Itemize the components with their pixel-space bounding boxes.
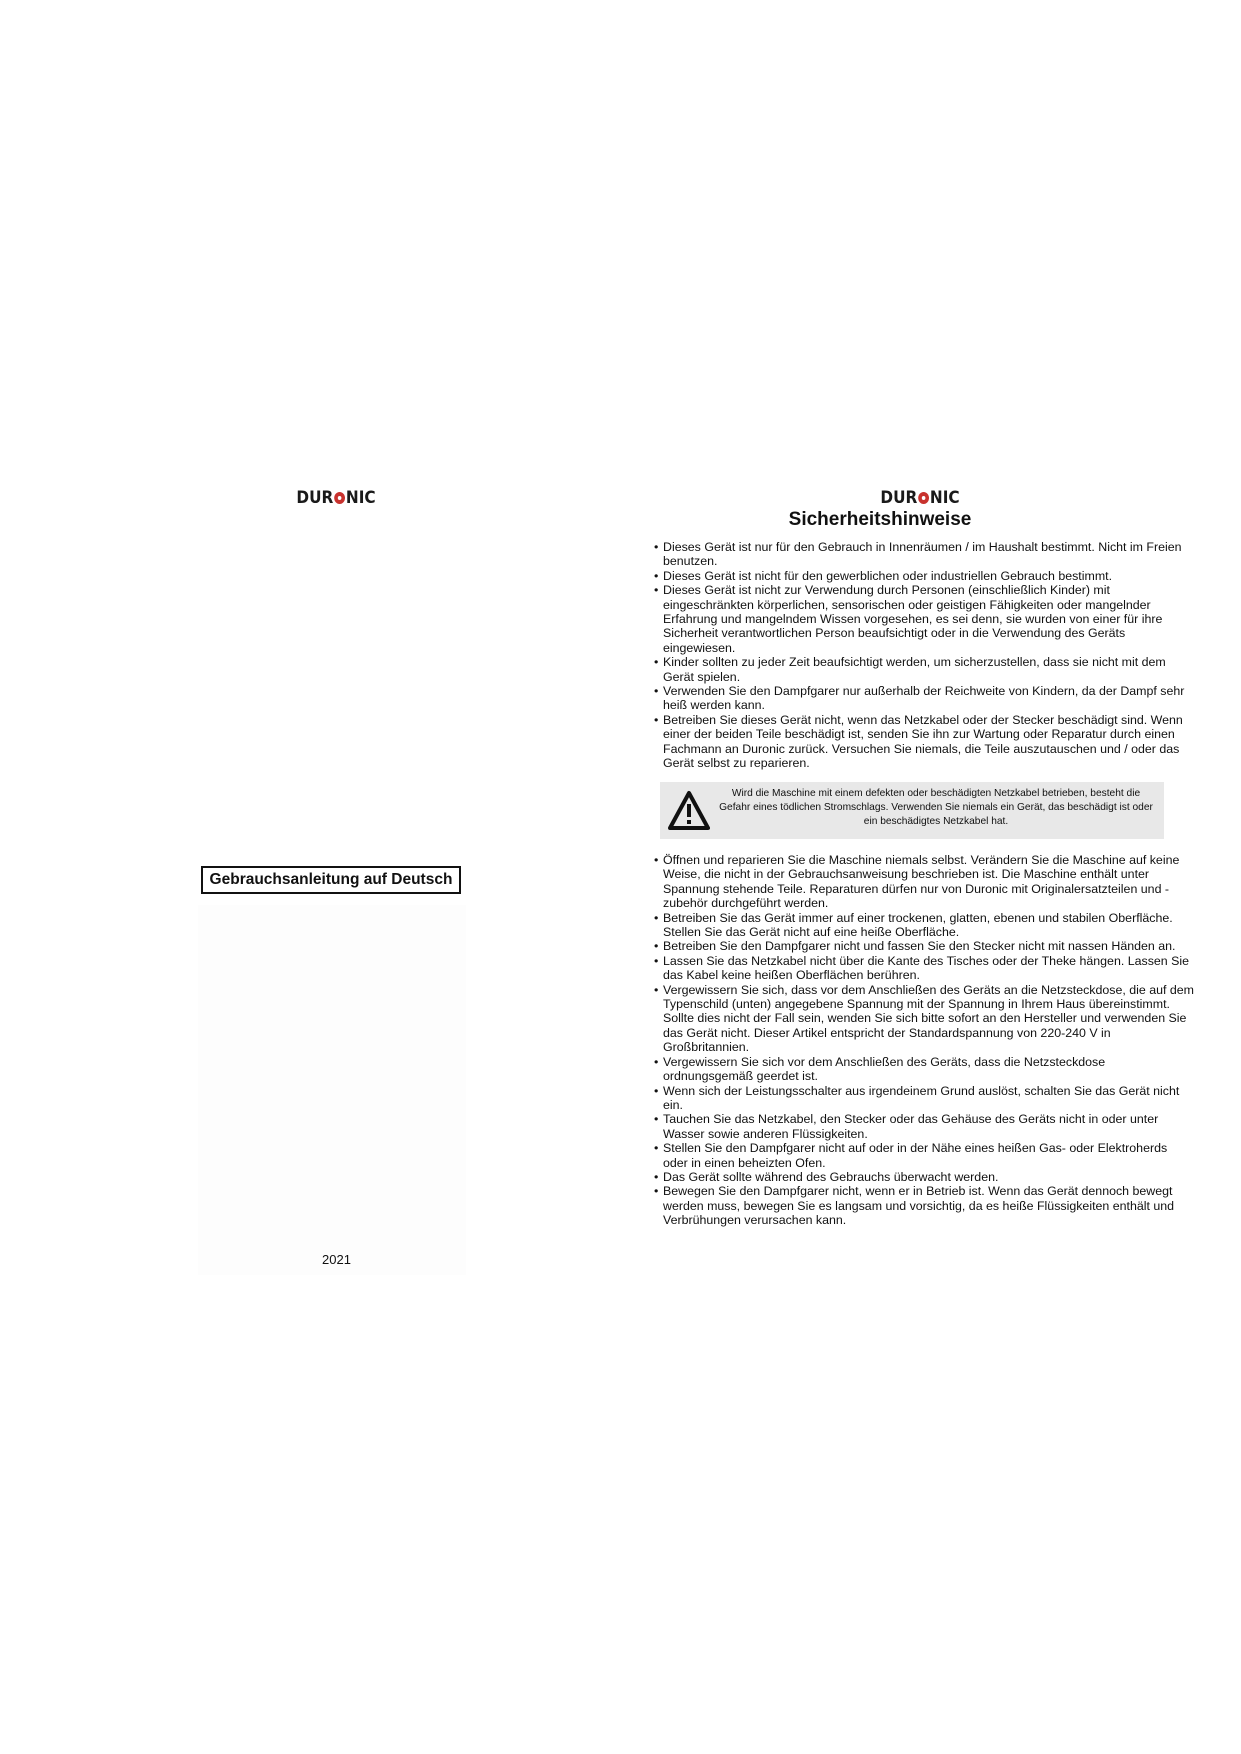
logo-text-part-2: NIC [345, 488, 376, 508]
list-item: • Kinder sollten zu jeder Zeit beaufsichtigt werden, um sicherzustellen, dass sie nicht mit dem Gerät spielen. [654, 655, 1194, 684]
list-item: • Betreiben Sie dieses Gerät nicht, wenn das Netzkabel oder der Stecker beschädigt sind. Wenn einer der beiden Teile beschädigt ist, senden Sie ihn zur Wartung oder Reparatur durch einen Fachmann an Duronic zurück. Versuchen Sie niemals, die Teile auszutauschen und / oder das Gerät selbst zu reparieren. [654, 713, 1194, 771]
cover-year: 2021 [322, 1252, 351, 1267]
logo-text-part-2: NIC [929, 488, 960, 508]
safety-list-2 [654, 853, 1194, 1228]
list-item: • Tauchen Sie das Netzkabel, den Stecker oder das Gehäuse des Geräts nicht in oder unter Wasser sowie anderen Flüssigkeiten. [654, 1112, 1194, 1141]
warning-box [660, 782, 1164, 839]
safety-title: Sicherheitshinweise [788, 509, 972, 530]
warning-triangle-icon [668, 790, 710, 832]
list-item: • Dieses Gerät ist nicht zur Verwendung durch Personen (einschließlich Kinder) mit eingeschränkten körperlichen, sensorischen oder geistigen Fähigkeiten oder mangelnder Erfahrung und mangelndem Wissen vorgesehen, es sei denn, sie wurden von einer für ihre Sicherheit verantwortlichen Person beaufsichtigt oder in die Verwendung des Geräts eingewiesen. [654, 583, 1194, 655]
list-item: • Bewegen Sie den Dampfgarer nicht, wenn er in Betrieb ist. Wenn das Gerät dennoch bewegt werden muss, bewegen Sie es langsam und vorsichtig, da es heiße Flüssigkeiten enthält und Verbrühungen verursachen kann. [654, 1184, 1194, 1227]
list-item: • Öffnen und reparieren Sie die Maschine niemals selbst. Verändern Sie die Maschine auf keine Weise, die nicht in der Gebrauchsanweisung beschrieben ist. Die Maschine enthält unter Spannung stehende Teile. Reparaturen dürfen nur von Duronic mit Originalersatzteilen und -zubehör durchgeführt werden. [654, 853, 1194, 911]
list-item: • Betreiben Sie den Dampfgarer nicht und fassen Sie den Stecker nicht mit nassen Händen an. [654, 939, 1194, 953]
list-item: • Betreiben Sie das Gerät immer auf einer trockenen, glatten, ebenen und stabilen Oberfläche. Stellen Sie das Gerät nicht auf eine heiße Oberfläche. [654, 911, 1194, 940]
list-item: • Das Gerät sollte während des Gebrauchs überwacht werden. [654, 1170, 1194, 1184]
logo-text-part-1: DUR [296, 488, 334, 508]
cover-page [0, 0, 620, 1754]
list-item: • Vergewissern Sie sich vor dem Anschließen des Geräts, dass die Netzsteckdose ordnungsgemäß geerdet ist. [654, 1055, 1194, 1084]
duronic-logo [880, 488, 959, 508]
duronic-logo [296, 488, 375, 508]
list-item: • Verwenden Sie den Dampfgarer nur außerhalb der Reichweite von Kindern, da der Dampf sehr heiß werden kann. [654, 684, 1194, 713]
warning-text: Wird die Maschine mit einem defekten oder beschädigten Netzkabel betrieben, besteht die Gefahr eines tödlichen Stromschlags. Verwenden Sie niemals ein Gerät, das beschädigt ist oder ein beschädigtes Netzkabel hat. [719, 788, 1153, 827]
list-item: • Wenn sich der Leistungsschalter aus irgendeinem Grund auslöst, schalten Sie das Gerät nicht ein. [654, 1084, 1194, 1113]
list-item: • Lassen Sie das Netzkabel nicht über die Kante des Tisches oder der Theke hängen. Lassen Sie das Kabel keine heißen Oberflächen berühren. [654, 954, 1194, 983]
manual-title: Gebrauchsanleitung auf Deutsch [201, 866, 461, 894]
list-item: • Stellen Sie den Dampfgarer nicht auf oder in der Nähe eines heißen Gas- oder Elektroherds oder in einen beheizten Ofen. [654, 1141, 1194, 1170]
power-icon [918, 492, 929, 504]
list-item: • Dieses Gerät ist nicht für den gewerblichen oder industriellen Gebrauch bestimmt. [654, 569, 1194, 583]
list-item: • Dieses Gerät ist nur für den Gebrauch in Innenräumen / im Haushalt bestimmt. Nicht im Freien benutzen. [654, 540, 1194, 569]
cover-panel [198, 905, 466, 1275]
list-item: • Vergewissern Sie sich, dass vor dem Anschließen des Geräts an die Netzsteckdose, die auf dem Typenschild (unten) angegebene Spannung mit der Spannung in Ihrem Haus übereinstimmt. Sollte dies nicht der Fall sein, wenden Sie sich bitte sofort an den Hersteller und verwenden Sie das Gerät nicht. Dieser Artikel entspricht der Standardspannung von 220-240 V in Großbritannien. [654, 983, 1194, 1055]
power-icon [334, 492, 345, 504]
safety-list-1 [654, 540, 1194, 771]
logo-text-part-1: DUR [880, 488, 918, 508]
